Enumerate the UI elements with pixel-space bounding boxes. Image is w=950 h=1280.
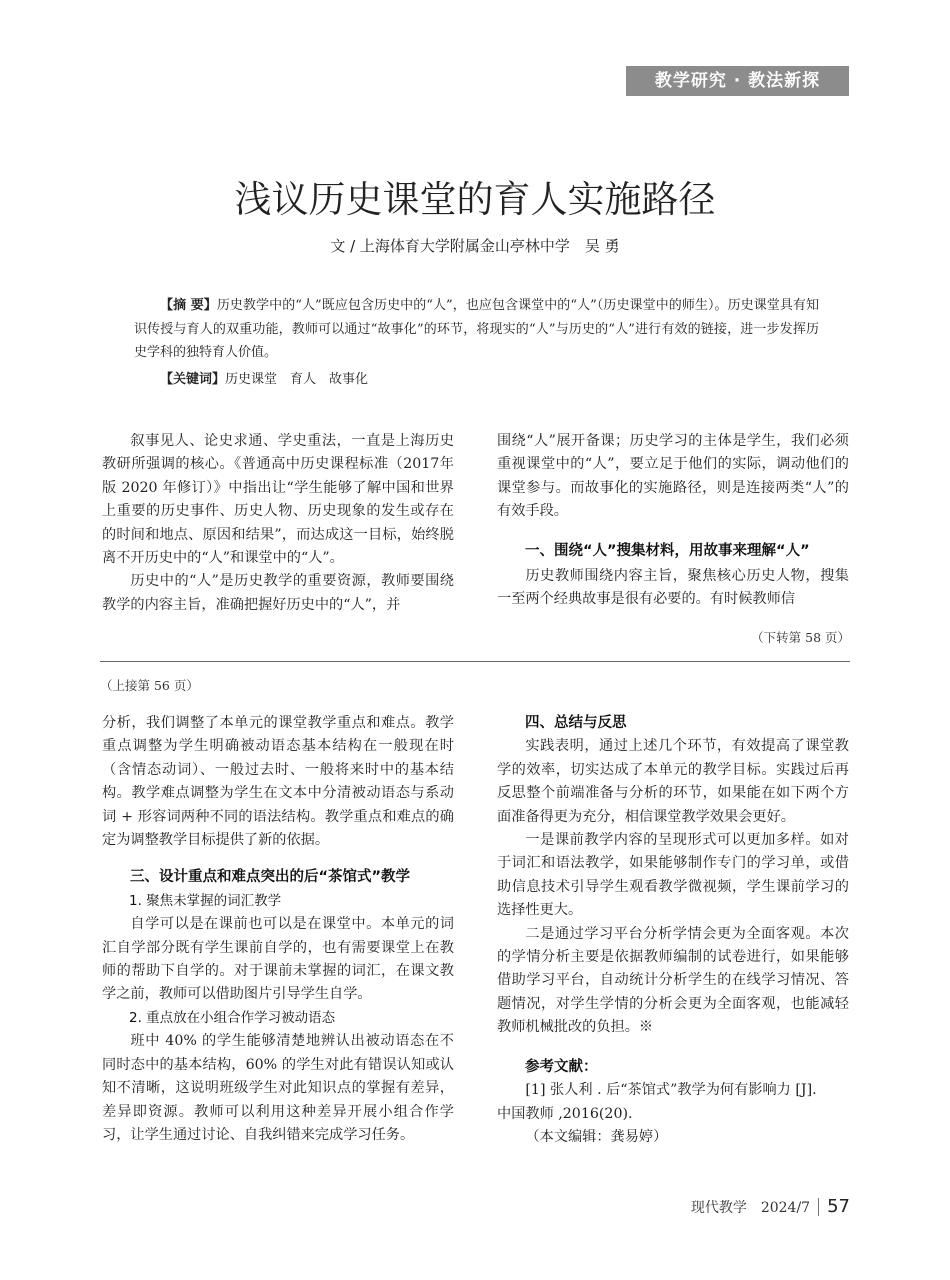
author-byline: 文 / 上海体育大学附属金山亭林中学 吴 勇	[330, 237, 620, 255]
article-right-column	[497, 430, 849, 612]
keywords-text: 历史课堂 育人 故事化	[225, 371, 369, 387]
continued-to-note: （下转第 58 页）	[751, 630, 850, 645]
abstract-text: 历史教学中的“人”既应包含历史中的“人”，也应包含课堂中的“人”（历史课堂中的师生）。历史课堂具有知识传授与育人的双重功能，教师可以通过“故事化”的环节，将现实的“人”与历史的“人”进行有效的链接，进一步发挥历史学科的独特育人价值。	[134, 298, 819, 360]
paragraph: 围绕“人”展开备课；历史学习的主体是学生，我们必须重视课堂中的“人”，要立足于他们的实际，调动他们的课堂参与。而故事化的实施路径，则是连接两类“人”的有效手段。	[497, 433, 849, 520]
section-heading-4: 四、总结与反思	[525, 715, 627, 731]
divider	[100, 661, 850, 662]
continued-left-column	[102, 712, 454, 1147]
paragraph: 历史中的“人”是历史教学的重要资源，教师要围绕教学的内容主旨，准确把握好历史中的“人”，并	[102, 573, 454, 613]
article-left-column	[102, 430, 454, 617]
paragraph: 叙事见人、论史求通、学史重法，一直是上海历史教研所强调的核心。《普通高中历史课程标准（2017年版 2020 年修订）》中指出让“学生能够了解中国和世界上重要的历史事件、历史人物、历史现象的发生或存在的时间和地点、原因和结果”，而达成这一目标，始终脱离不开历史中的“人”和课堂中的“人”。	[102, 433, 454, 567]
paragraph: 班中 40% 的学生能够清楚地辨认出被动语态在不同时态中的基本结构，60% 的学生对此有错误认知或认知不清晰，这说明班级学生对此知识点的掌握有差异，差异即资源。教师可以利用这种差异开展小组合作学习，让学生通过讨论、自我纠错来完成学习任务。	[102, 1033, 454, 1143]
paragraph: 自学可以是在课前也可以是在课堂中。本单元的词汇自学部分既有学生课前自学的，也有需要课堂上在教师的帮助下自学的。对于课前未掌握的词汇，在课文教学之前，教师可以借助图片引导学生自学。	[102, 916, 454, 1003]
page-footer	[691, 1196, 850, 1217]
section-banner: 教学研究 · 教法新探	[626, 66, 849, 96]
section-heading-1: 一、围绕“人”搜集材料，用故事来理解“人”	[525, 542, 810, 559]
keywords-label: 【关键词】	[160, 371, 226, 387]
abstract-label: 【摘 要】	[160, 298, 217, 313]
paragraph: 实践表明，通过上述几个环节，有效提高了课堂教学的效率，切实达成了本单元的教学目标。实践过后再反思整个前端准备与分析的环节，如果能在如下两个方面准备得更为充分，相信课堂教学效果会更好。	[497, 738, 849, 825]
reference-1-cont: 中国教师 ,2016(20).	[497, 1105, 633, 1122]
references-title: 参考文献：	[525, 1058, 598, 1075]
reference-1: [1] 张人利 . 后“茶馆式”教学为何有影响力 [J].	[525, 1082, 817, 1099]
journal-issue: 现代教学 2024/7	[690, 1199, 811, 1216]
subheading-2: 2. 重点放在小组合作学习被动语态	[129, 1009, 336, 1026]
paragraph: 历史教师围绕内容主旨，聚焦核心历史人物，搜集一至两个经典故事是很有必要的。有时候教师信	[497, 568, 849, 608]
continued-from-note: （上接第 56 页）	[100, 678, 199, 693]
paragraph: 一是课前教学内容的呈现形式可以更加多样。如对于词汇和语法教学，如果能够制作专门的学习单，或借助信息技术引导学生观看教学微视频，学生课前学习的选择性更大。	[497, 832, 849, 919]
editor-note: （本文编辑：龚易婷）	[525, 1128, 668, 1145]
section-heading-3: 三、设计重点和难点突出的后“茶馆式”教学	[130, 869, 411, 886]
page-number: 57	[827, 1196, 850, 1217]
subheading-1: 1. 聚焦未掌握的词汇教学	[129, 892, 282, 909]
abstract-block	[134, 294, 819, 391]
paragraph: 二是通过学习平台分析学情会更为全面客观。本次的学情分析主要是依据教师编制的试卷进行，如果能够借助学习平台，自动统计分析学生的在线学习情况、答题情况，对学生学情的分析会更为全面客观，也能减轻教师机械批改的负担。※	[497, 925, 849, 1036]
paragraph: 分析，我们调整了本单元的课堂教学重点和难点。教学重点调整为学生明确被动语态基本结构在一般现在时（含情态动词）、一般过去时、一般将来时中的基本结构。教学难点调整为学生在文本中分清被动语态与系动词 + 形容词两种不同的语法结构。教学重点和难点的确定为调整教学目标提供了新的依据。	[102, 715, 454, 849]
footer-separator	[818, 1198, 819, 1216]
article-title: 浅议历史课堂的育人实施路径	[234, 178, 716, 221]
continued-right-column	[497, 712, 849, 1149]
